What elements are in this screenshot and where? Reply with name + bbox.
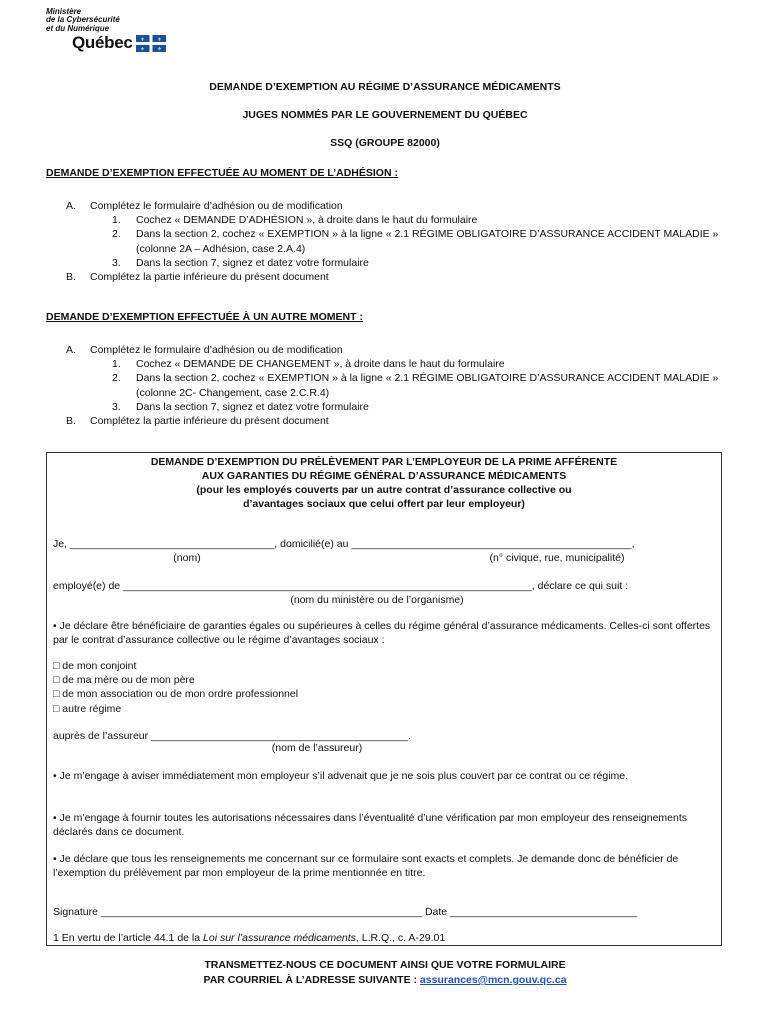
adresse-caption: (n° civique, rue, municipalité): [489, 552, 625, 564]
footer-line-1: TRANSMETTEZ-NOUS CE DOCUMENT AINSI QUE VOTRE FORMULAIRE: [204, 959, 566, 971]
list-text: Complétez le formulaire d’adhésion ou de modification: [90, 344, 343, 356]
document-title: DEMANDE D’EXEMPTION AU RÉGIME D’ASSURANCE MÉDICAMENTS: [209, 81, 561, 93]
name-address-field[interactable]: Je, ___________________________________, domicilié(e) au ________________________________________________,: [53, 538, 635, 550]
list-item: [66, 343, 746, 357]
list-text: Dans la section 2, cochez « EXEMPTION » à la ligne « 2.1 RÉGIME OBLIGATOIRE D’ASSURANCE ACCIDENT MALADIE » (colonne 2C- Changement, case 2.C.R.4): [136, 372, 719, 399]
list-marker: 1.: [112, 358, 121, 371]
footnote: [53, 931, 717, 945]
declaration-1: • Je déclare être bénéficiaire de garanties égales ou supérieures à celles du régime général d’assurance médicaments. Celles-ci sont offertes par le contrat d’assurance collective ou le régime d’avantages sociaux :: [53, 620, 711, 647]
assureur-caption: (nom de l’assureur): [271, 742, 363, 754]
signature-date-field[interactable]: Signature _______________________________________________________ Date ________________________________: [53, 906, 637, 918]
list-marker: 1.: [112, 214, 121, 227]
list-item: [66, 357, 746, 371]
ministry-line-3: et du Numérique: [46, 23, 110, 33]
list-item: [66, 227, 746, 255]
list-text: Cochez « DEMANDE D’ADHÉSION », à droite dans le haut du formulaire: [136, 214, 478, 227]
svg-text:⚜: ⚜: [156, 37, 162, 44]
ministry-line-2: de la Cybersécurité: [46, 15, 120, 25]
email-link[interactable]: assurances@mcn.gouv.qc.ca: [419, 974, 567, 986]
quebec-logo: [46, 8, 216, 54]
list-marker: A.: [66, 200, 76, 212]
declaration-2: • Je déclare que tous les renseignements me concernant sur ce formulaire sont exacts et complets. Je demande donc de bénéficier de l’exemption du prélèvement par mon employeur de la prime mentionnée en titre.: [53, 853, 679, 880]
form-title-2: AUX GARANTIES DU RÉGIME GÉNÉRAL D’ASSURANCE MÉDICAMENTS: [201, 470, 567, 482]
section1-list: [66, 199, 746, 284]
option-autre-checkbox[interactable]: □ autre régime: [53, 702, 122, 715]
list-text: Dans la section 2, cochez « EXEMPTION » à la ligne « 2.1 RÉGIME OBLIGATOIRE D’ASSURANCE ACCIDENT MALADIE » (colonne 2A – Adhésion, case 2.A.4): [136, 228, 719, 255]
list-marker: 3.: [112, 256, 121, 269]
list-item: [66, 213, 746, 227]
ministry-line-1: Ministère: [46, 7, 82, 16]
list-marker: B.: [66, 270, 76, 283]
list-text: Dans la section 7, signez et datez votre formulaire: [136, 256, 369, 269]
option-parent-checkbox[interactable]: □ de ma mère ou de mon père: [53, 674, 195, 687]
option-conjoint-checkbox[interactable]: □ de mon conjoint: [53, 660, 137, 672]
quebec-flag-icon: [136, 35, 166, 52]
list-text: Cochez « DEMANDE DE CHANGEMENT », à droite dans le haut du formulaire: [136, 358, 505, 371]
section1-heading: DEMANDE D’EXEMPTION EFFECTUÉE AU MOMENT DE L’ADHÉSION :: [46, 167, 398, 179]
footnote-law-title: Loi sur l’assurance médicaments: [203, 932, 356, 944]
document-subtitle: JUGES NOMMÉS PAR LE GOUVERNEMENT DU QUÉBEC: [242, 109, 528, 121]
svg-text:⚜: ⚜: [139, 37, 145, 44]
form-title-4: d’avantages sociaux que celui offert par leur employeur): [243, 498, 525, 510]
list-marker: A.: [66, 344, 76, 356]
engagement-1: • Je m’engage à aviser immédiatement mon employeur s’il advenait que je ne sois plus couvert par ce contrat ou ce régime.: [53, 770, 629, 782]
list-marker: 2.: [112, 228, 121, 241]
list-marker: B.: [66, 414, 76, 427]
list-text: Dans la section 7, signez et datez votre formulaire: [136, 400, 369, 413]
form-title-3: (pour les employés couverts par un autre contrat d’assurance collective ou: [196, 484, 572, 496]
list-item: [66, 371, 746, 399]
option-association-checkbox[interactable]: □ de mon association ou de mon ordre professionnel: [53, 688, 299, 701]
svg-text:⚜: ⚜: [156, 46, 162, 53]
nom-caption: (nom): [173, 552, 201, 564]
assureur-field[interactable]: auprès de l’assureur ____________________________________________.: [53, 730, 411, 742]
section2-list: [66, 343, 746, 428]
footnote-text: 1 En vertu de l’article 44.1 de la: [53, 932, 204, 944]
engagement-2: • Je m’engage à fournir toutes les autorisations nécessaires dans l’éventualité d’une vérification par mon employeur des renseignements déclarés dans ce document.: [53, 812, 688, 839]
list-marker: 2.: [112, 372, 121, 385]
exemption-form: [46, 452, 722, 946]
quebec-wordmark: Québec: [72, 33, 133, 53]
svg-text:⚜: ⚜: [139, 46, 145, 53]
list-marker: 3.: [112, 400, 121, 413]
list-item: [66, 414, 746, 428]
footer-line-2: [0, 973, 770, 987]
list-text: Complétez la partie inférieure du présent document: [90, 414, 329, 427]
ministry-name: [46, 8, 216, 33]
section2-heading: DEMANDE D’EXEMPTION EFFECTUÉE À UN AUTRE MOMENT :: [46, 311, 363, 323]
footnote-reference: , L.R.Q., c. A-29.01: [355, 932, 446, 944]
regime-options: [53, 659, 717, 716]
list-item: [66, 400, 746, 414]
list-item: [66, 256, 746, 270]
form-title-1: DEMANDE D’EXEMPTION DU PRÉLÈVEMENT PAR L’EMPLOYEUR DE LA PRIME AFFÉRENTE: [150, 456, 618, 468]
ministere-caption: (nom du ministère ou de l’organisme): [290, 594, 464, 606]
list-item: [66, 270, 746, 284]
group-number: SSQ (GROUPE 82000): [330, 137, 440, 149]
list-text: Complétez la partie inférieure du présent document: [90, 270, 329, 283]
list-item: [66, 199, 746, 213]
employer-field[interactable]: employé(e) de ______________________________________________________________________, déclare ce qui suit :: [53, 580, 629, 592]
list-text: Complétez le formulaire d’adhésion ou de modification: [90, 200, 343, 212]
footer-instruction: PAR COURRIEL À L’ADRESSE SUIVANTE :: [203, 974, 420, 986]
